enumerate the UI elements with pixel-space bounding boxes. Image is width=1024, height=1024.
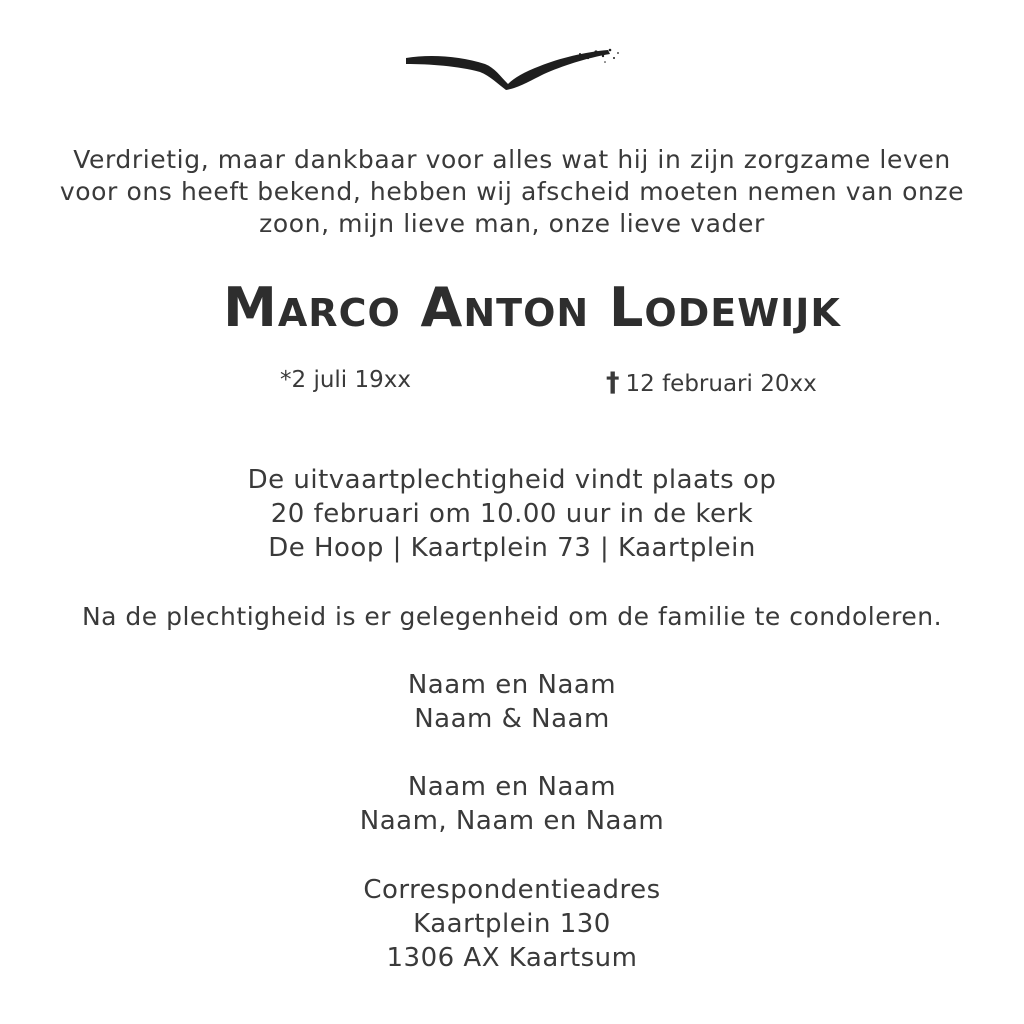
family-line: Naam, Naam en Naam xyxy=(359,806,665,836)
deceased-name: Marco Anton Lodewijk xyxy=(223,276,841,339)
correspondence-address xyxy=(20,873,1004,975)
address-line: 1306 AX Kaartsum xyxy=(386,943,638,973)
family-line: Naam en Naam xyxy=(407,772,617,802)
ceremony-info xyxy=(20,463,1004,565)
intro-line: Verdrietig, maar dankbaar voor alles wat hij in zijn zorgzame leven xyxy=(73,145,951,174)
death-date-line xyxy=(606,367,817,398)
ceremony-line: De Hoop | Kaartplein 73 | Kaartplein xyxy=(268,533,756,563)
condolence-text: Na de plechtigheid is er gelegenheid om de familie te condoleren. xyxy=(81,602,943,631)
address-line: Correspondentieadres xyxy=(363,875,661,905)
ceremony-line: 20 februari om 10.00 uur in de kerk xyxy=(270,499,754,529)
intro-line: zoon, mijn lieve man, onze lieve vader xyxy=(259,209,765,238)
ceremony-line: De uitvaartplechtigheid vindt plaats op xyxy=(247,465,777,495)
death-date: 12 februari 20xx xyxy=(625,371,817,397)
family-line: Naam & Naam xyxy=(414,704,610,734)
family-group xyxy=(20,668,1004,736)
intro-text xyxy=(40,144,984,240)
bird-brushstroke-icon xyxy=(400,40,622,96)
family-line: Naam en Naam xyxy=(407,670,617,700)
family-group xyxy=(20,770,1004,838)
birth-date: *2 juli 19xx xyxy=(280,367,411,393)
intro-line: voor ons heeft bekend, hebben wij afscheid moeten nemen van onze xyxy=(59,177,965,206)
cross-icon: † xyxy=(606,367,620,398)
address-line: Kaartplein 130 xyxy=(413,909,611,939)
